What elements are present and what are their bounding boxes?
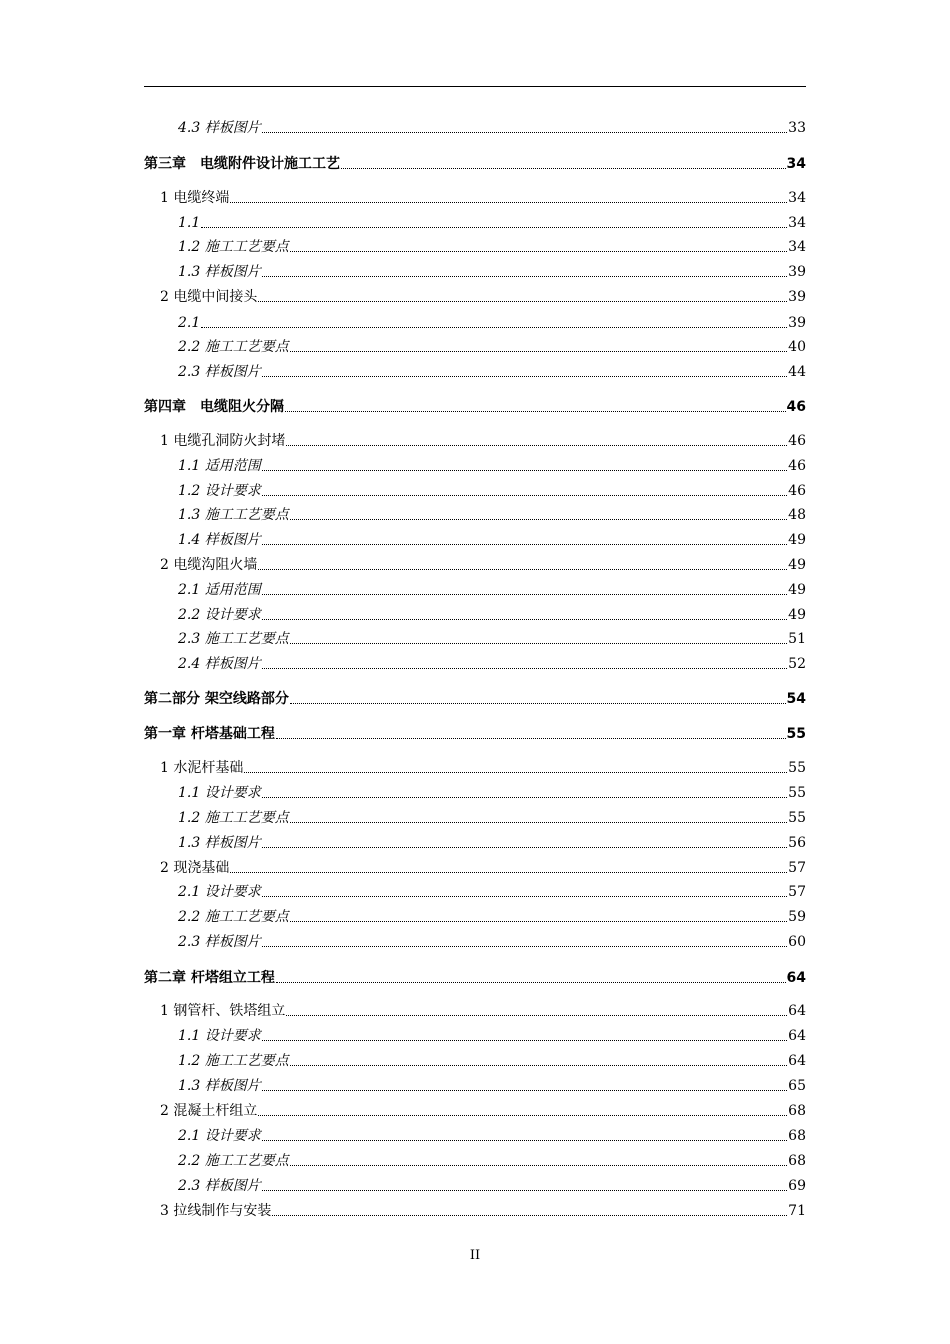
toc-entry[interactable] <box>144 528 806 550</box>
toc-entry-page: 64 <box>786 970 806 986</box>
toc-dot-leader <box>290 519 787 520</box>
toc-entry-title: 2.3 样板图片 <box>178 1178 261 1194</box>
toc-entry-page: 69 <box>788 1178 806 1194</box>
toc-entry-page: 57 <box>788 884 806 900</box>
toc-entry[interactable] <box>144 1099 806 1121</box>
toc-entry-title: 1.1 设计要求 <box>178 785 261 801</box>
toc-entry-title: 1.2 施工工艺要点 <box>178 1053 289 1069</box>
toc-entry[interactable] <box>144 880 806 902</box>
toc-entry-title: 1.2 设计要求 <box>178 483 261 499</box>
toc-entry-page: 33 <box>788 120 806 136</box>
toc-entry-page: 48 <box>788 507 806 523</box>
toc-dot-leader <box>285 411 786 412</box>
toc-entry-page: 49 <box>788 607 806 623</box>
toc-entry-page: 65 <box>788 1078 806 1094</box>
toc-entry[interactable] <box>144 687 806 709</box>
toc-entry[interactable] <box>144 211 806 233</box>
toc-entry-page: 51 <box>788 631 806 647</box>
toc-entry-page: 46 <box>788 433 806 449</box>
toc-dot-leader <box>262 847 787 848</box>
toc-dot-leader <box>341 168 786 169</box>
toc-dot-leader <box>262 470 787 471</box>
toc-entry[interactable] <box>144 578 806 600</box>
toc-entry[interactable] <box>144 781 806 803</box>
toc-entry[interactable] <box>144 652 806 674</box>
toc-entry[interactable] <box>144 905 806 927</box>
toc-entry-page: 39 <box>788 289 806 305</box>
toc-entry-page: 49 <box>788 582 806 598</box>
toc-dot-leader <box>258 301 787 302</box>
toc-entry[interactable] <box>144 1149 806 1171</box>
toc-dot-leader <box>290 822 787 823</box>
toc-entry-title: 2.1 设计要求 <box>178 1128 261 1144</box>
toc-dot-leader <box>262 544 787 545</box>
toc-entry-page: 60 <box>788 934 806 950</box>
toc-entry[interactable] <box>144 454 806 476</box>
toc-dot-leader <box>230 872 787 873</box>
toc-entry[interactable] <box>144 553 806 575</box>
toc-entry-title: 2.1 适用范围 <box>178 582 261 598</box>
toc-entry-title: 2.3 施工工艺要点 <box>178 631 289 647</box>
toc-entry[interactable] <box>144 1049 806 1071</box>
toc-entry-title: 第一章 杆塔基础工程 <box>144 726 275 742</box>
toc-entry[interactable] <box>144 806 806 828</box>
toc-entry-page: 55 <box>788 760 806 776</box>
toc-entry[interactable] <box>144 116 806 138</box>
header-rule <box>144 86 806 87</box>
toc-entry-title: 2.2 施工工艺要点 <box>178 339 289 355</box>
toc-entry-page: 46 <box>786 399 806 415</box>
toc-entry-title: 1.3 样板图片 <box>178 835 261 851</box>
toc-entry-title: 2.2 施工工艺要点 <box>178 1153 289 1169</box>
toc-entry[interactable] <box>144 1074 806 1096</box>
toc-entry-title: 4.3 样板图片 <box>178 120 261 136</box>
toc-entry-title: 第二部分 架空线路部分 <box>144 691 289 707</box>
toc-entry[interactable] <box>144 756 806 778</box>
toc-entry-page: 59 <box>788 909 806 925</box>
toc-entry-page: 57 <box>788 860 806 876</box>
toc-entry-page: 68 <box>788 1103 806 1119</box>
toc-entry-title: 1.4 样板图片 <box>178 532 261 548</box>
toc-entry-title: 1 钢管杆、铁塔组立 <box>160 1003 286 1019</box>
toc-entry-page: 34 <box>788 215 806 231</box>
toc-entry-page: 54 <box>786 691 806 707</box>
toc-entry-title: 1.2 施工工艺要点 <box>178 810 289 826</box>
toc-dot-leader <box>262 619 787 620</box>
toc-entry-page: 71 <box>788 1203 806 1219</box>
toc-dot-leader <box>290 351 787 352</box>
toc-entry[interactable] <box>144 627 806 649</box>
toc-dot-leader <box>290 1065 787 1066</box>
toc-entry[interactable] <box>144 966 806 988</box>
toc-entry-page: 64 <box>788 1028 806 1044</box>
toc-dot-leader <box>262 946 787 947</box>
toc-dot-leader <box>276 982 786 983</box>
toc-entry-title: 1.1 <box>178 215 201 231</box>
toc-dot-leader <box>262 896 787 897</box>
toc-entry[interactable] <box>144 930 806 952</box>
toc-entry-title: 1.2 施工工艺要点 <box>178 239 289 255</box>
toc-entry[interactable] <box>144 429 806 451</box>
toc-entry-page: 68 <box>788 1153 806 1169</box>
toc-entry[interactable] <box>144 311 806 333</box>
toc-entry-page: 64 <box>788 1053 806 1069</box>
toc-entry[interactable] <box>144 235 806 257</box>
toc-entry-page: 34 <box>788 239 806 255</box>
toc-dot-leader <box>272 1215 787 1216</box>
toc-entry-title: 2 电缆沟阻火墙 <box>160 557 258 573</box>
toc-entry[interactable] <box>144 503 806 525</box>
toc-entry-title: 第四章 电缆阻火分隔 <box>144 399 284 415</box>
toc-entry[interactable] <box>144 999 806 1021</box>
toc-dot-leader <box>262 276 787 277</box>
toc-entry-title: 1.1 适用范围 <box>178 458 261 474</box>
toc-dot-leader <box>201 327 787 328</box>
toc-dot-leader <box>290 643 787 644</box>
toc-entry-title: 1 电缆孔洞防火封堵 <box>160 433 286 449</box>
toc-entry[interactable] <box>144 360 806 382</box>
toc-entry-page: 49 <box>788 557 806 573</box>
toc-entry-title: 1.3 施工工艺要点 <box>178 507 289 523</box>
toc-entry-title: 2.1 <box>178 315 201 331</box>
toc-entry-title: 1.1 设计要求 <box>178 1028 261 1044</box>
toc-dot-leader <box>258 1115 787 1116</box>
toc-entry-page: 64 <box>788 1003 806 1019</box>
toc-entry[interactable] <box>144 335 806 357</box>
toc-entry-page: 34 <box>786 156 806 172</box>
toc-entry-page: 46 <box>788 483 806 499</box>
toc-dot-leader <box>276 738 786 739</box>
toc-entry-title: 第二章 杆塔组立工程 <box>144 970 275 986</box>
toc-dot-leader <box>244 772 787 773</box>
toc-entry-title: 2.2 设计要求 <box>178 607 261 623</box>
toc-entry-title: 2.2 施工工艺要点 <box>178 909 289 925</box>
toc-entry-title: 1 水泥杆基础 <box>160 760 244 776</box>
toc-entry-title: 2 现浇基础 <box>160 860 230 876</box>
toc-entry-page: 46 <box>788 458 806 474</box>
toc-entry[interactable] <box>144 395 806 417</box>
toc-entry-title: 2 混凝土杆组立 <box>160 1103 258 1119</box>
toc-dot-leader <box>286 1015 787 1016</box>
toc-entry-page: 39 <box>788 315 806 331</box>
toc-entry-page: 55 <box>786 726 806 742</box>
toc-entry-page: 40 <box>788 339 806 355</box>
toc-dot-leader <box>201 227 787 228</box>
toc-dot-leader <box>262 376 787 377</box>
toc-entry-title: 第三章 电缆附件设计施工工艺 <box>144 156 340 172</box>
toc-entry-title: 2.1 设计要求 <box>178 884 261 900</box>
toc-entry[interactable] <box>144 186 806 208</box>
toc-dot-leader <box>262 668 787 669</box>
toc-entry[interactable] <box>144 856 806 878</box>
toc-entry-page: 68 <box>788 1128 806 1144</box>
toc-entry-page: 55 <box>788 810 806 826</box>
toc-entry-title: 1 电缆终端 <box>160 190 230 206</box>
toc-entry-title: 2.3 样板图片 <box>178 934 261 950</box>
toc-dot-leader <box>262 1190 787 1191</box>
toc-entry[interactable] <box>144 1174 806 1196</box>
toc-dot-leader <box>290 251 787 252</box>
toc-dot-leader <box>290 1165 787 1166</box>
toc-dot-leader <box>262 495 787 496</box>
toc-entry[interactable] <box>144 722 806 744</box>
toc-dot-leader <box>290 703 786 704</box>
toc-entry[interactable] <box>144 831 806 853</box>
toc-entry[interactable] <box>144 1124 806 1146</box>
toc-dot-leader <box>258 569 787 570</box>
toc-entry[interactable] <box>144 285 806 307</box>
toc-dot-leader <box>230 202 787 203</box>
toc-entry-title: 1.3 样板图片 <box>178 264 261 280</box>
toc-entry-title: 1.3 样板图片 <box>178 1078 261 1094</box>
toc-entry-title: 2.3 样板图片 <box>178 364 261 380</box>
toc-entry-page: 52 <box>788 656 806 672</box>
toc-dot-leader <box>290 921 787 922</box>
toc-dot-leader <box>262 1140 787 1141</box>
toc-entry-title: 2.4 样板图片 <box>178 656 261 672</box>
page-number: II <box>469 1248 481 1263</box>
toc-entry-page: 49 <box>788 532 806 548</box>
toc-entry-page: 39 <box>788 264 806 280</box>
toc-entry-page: 56 <box>788 835 806 851</box>
toc-entry-page: 55 <box>788 785 806 801</box>
toc-dot-leader <box>262 797 787 798</box>
toc-entry[interactable] <box>144 152 806 174</box>
toc-dot-leader <box>262 1040 787 1041</box>
toc-entry[interactable] <box>144 1199 806 1221</box>
toc-entry-page: 44 <box>788 364 806 380</box>
toc-dot-leader <box>262 1090 787 1091</box>
toc-dot-leader <box>286 445 787 446</box>
toc-dot-leader <box>262 132 787 133</box>
toc-entry[interactable] <box>144 603 806 625</box>
toc-entry-title: 3 拉线制作与安装 <box>160 1203 272 1219</box>
toc-entry[interactable] <box>144 260 806 282</box>
toc-dot-leader <box>262 594 787 595</box>
toc-entry[interactable] <box>144 479 806 501</box>
toc-entry[interactable] <box>144 1024 806 1046</box>
toc-entry-title: 2 电缆中间接头 <box>160 289 258 305</box>
toc-entry-page: 34 <box>788 190 806 206</box>
